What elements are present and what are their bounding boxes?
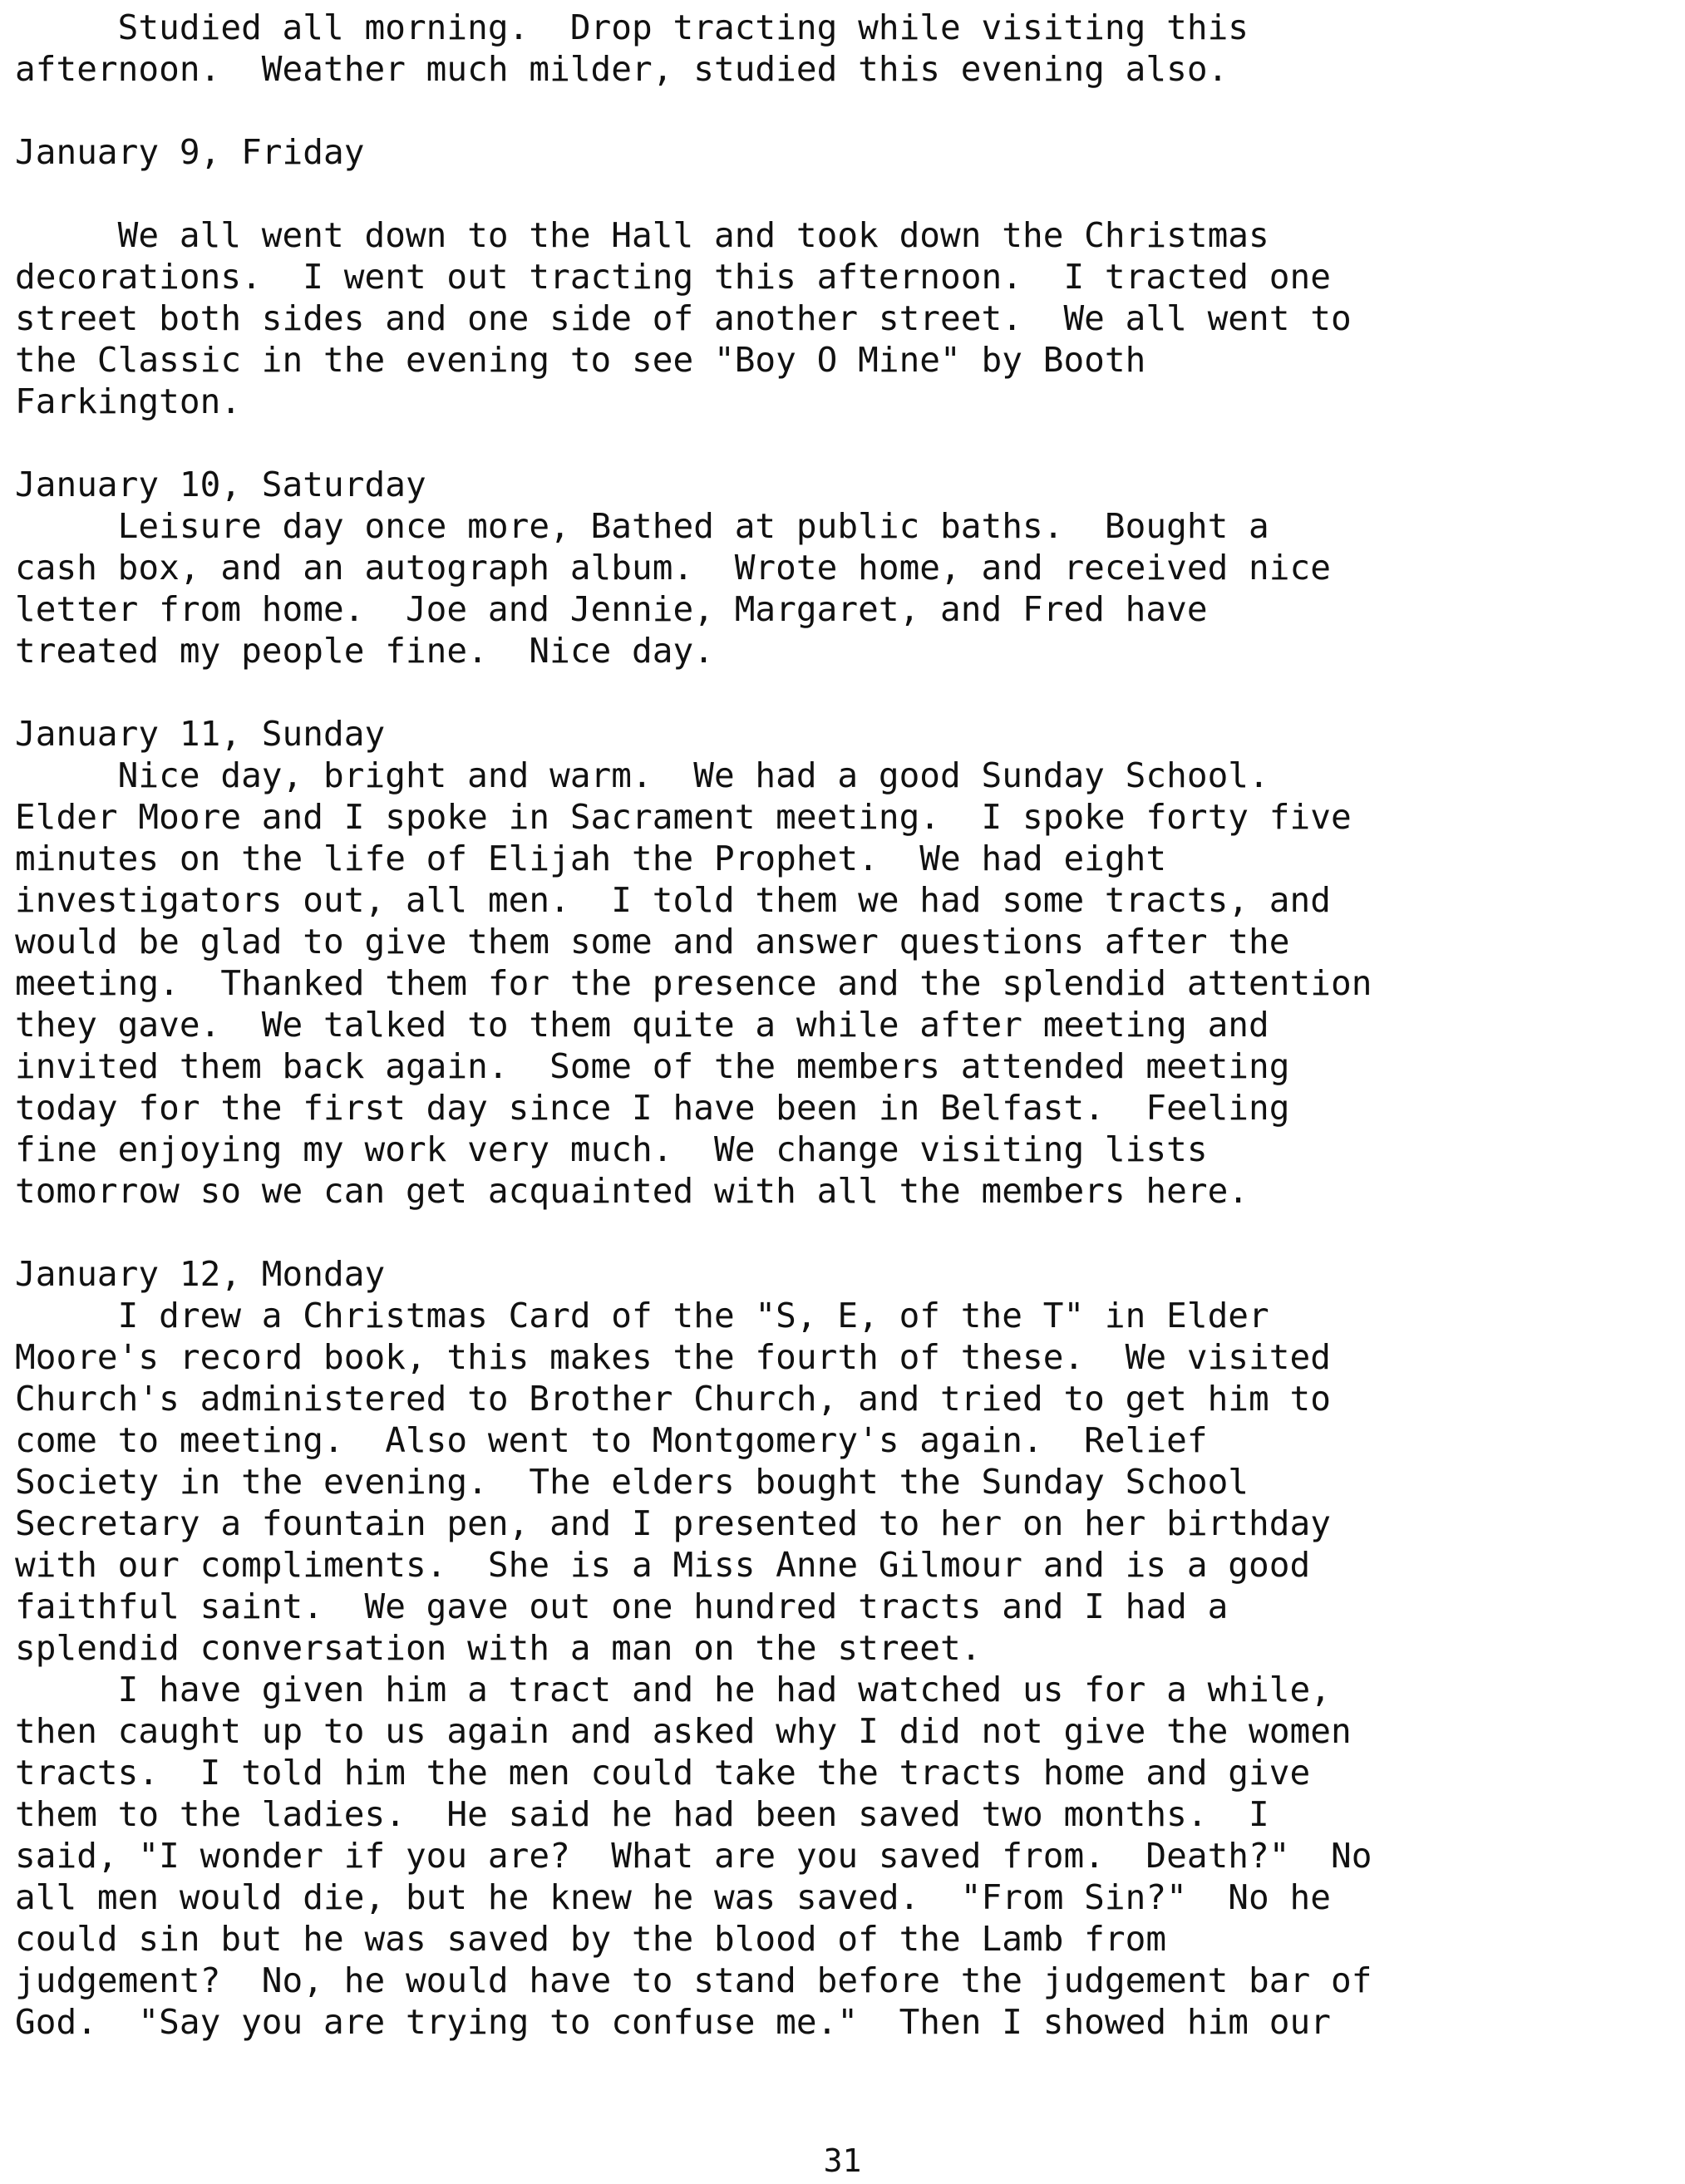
text-line: today for the first day since I have been in Belfast. Feeling xyxy=(15,1088,1290,1128)
text-line: Society in the evening. The elders bought the Sunday School xyxy=(15,1462,1249,1502)
text-line: Secretary a fountain pen, and I presented to her on her birthday xyxy=(15,1503,1331,1543)
text-line: treated my people fine. Nice day. xyxy=(15,631,714,671)
text-line: the Classic in the evening to see "Boy O Mine" by Booth xyxy=(15,340,1146,380)
text-line: Moore's record book, this makes the fourth of these. We visited xyxy=(15,1337,1331,1377)
blank-line xyxy=(15,671,1678,713)
text-line: January 11, Sunday xyxy=(15,714,386,754)
blank-line xyxy=(15,90,1678,131)
text-line: afternoon. Weather much milder, studied this evening also. xyxy=(15,49,1229,89)
text-line: tracts. I told him the men could take the tracts home and give xyxy=(15,1753,1311,1793)
text-line: letter from home. Joe and Jennie, Margaret, and Fred have xyxy=(15,589,1208,629)
text-line: cash box, and an autograph album. Wrote home, and received nice xyxy=(15,548,1331,588)
blank-line xyxy=(15,422,1678,464)
page-number: 31 xyxy=(823,2142,862,2179)
text-line: would be glad to give them some and answer questions after the xyxy=(15,922,1290,962)
text-line: judgement? No, he would have to stand before the judgement bar of xyxy=(15,1960,1372,2000)
text-line: with our compliments. She is a Miss Anne Gilmour and is a good xyxy=(15,1545,1311,1585)
blank-line xyxy=(15,1212,1678,1253)
text-line: said, "I wonder if you are? What are you saved from. Death?" No xyxy=(15,1836,1372,1876)
text-line: Farkington. xyxy=(15,381,242,421)
blank-line xyxy=(15,173,1678,214)
text-line: I have given him a tract and he had watched us for a while, xyxy=(15,1670,1331,1709)
text-line: tomorrow so we can get acquainted with all the members here. xyxy=(15,1171,1249,1211)
text-line: street both sides and one side of another street. We all went to xyxy=(15,298,1352,338)
text-line: investigators out, all men. I told them we had some tracts, and xyxy=(15,880,1331,920)
text-line: meeting. Thanked them for the presence and the splendid attention xyxy=(15,963,1372,1003)
text-line: could sin but he was saved by the blood of the Lamb from xyxy=(15,1919,1167,1959)
text-line: decorations. I went out tracting this afternoon. I tracted one xyxy=(15,257,1331,297)
text-line: January 9, Friday xyxy=(15,132,365,172)
text-line: I drew a Christmas Card of the "S, E, of the T" in Elder xyxy=(15,1296,1269,1335)
text-line: then caught up to us again and asked why I did not give the women xyxy=(15,1711,1352,1751)
text-line: come to meeting. Also went to Montgomery's again. Relief xyxy=(15,1420,1208,1460)
text-line: them to the ladies. He said he had been saved two months. I xyxy=(15,1794,1269,1834)
text-line: all men would die, but he knew he was saved. "From Sin?" No he xyxy=(15,1877,1331,1917)
text-line: God. "Say you are trying to confuse me." Then I showed him our xyxy=(15,2002,1331,2042)
text-line: We all went down to the Hall and took down the Christmas xyxy=(15,215,1269,255)
text-line: Nice day, bright and warm. We had a good Sunday School. xyxy=(15,755,1269,795)
text-line: Elder Moore and I spoke in Sacrament meeting. I spoke forty five xyxy=(15,797,1352,837)
text-line: invited them back again. Some of the members attended meeting xyxy=(15,1046,1290,1086)
text-line: minutes on the life of Elijah the Prophet. We had eight xyxy=(15,839,1167,878)
text-line: faithful saint. We gave out one hundred tracts and I had a xyxy=(15,1586,1229,1626)
text-line: fine enjoying my work very much. We change visiting lists xyxy=(15,1129,1208,1169)
text-line: splendid conversation with a man on the street. xyxy=(15,1628,982,1668)
text-line: they gave. We talked to them quite a while after meeting and xyxy=(15,1005,1269,1045)
text-line: January 12, Monday xyxy=(15,1254,386,1294)
text-line: January 10, Saturday xyxy=(15,465,426,504)
text-line: Church's administered to Brother Church, and tried to get him to xyxy=(15,1379,1331,1419)
text-line: Studied all morning. Drop tracting while visiting this xyxy=(15,7,1249,47)
text-line: Leisure day once more, Bathed at public baths. Bought a xyxy=(15,506,1269,546)
typewritten-text xyxy=(15,7,1678,2043)
